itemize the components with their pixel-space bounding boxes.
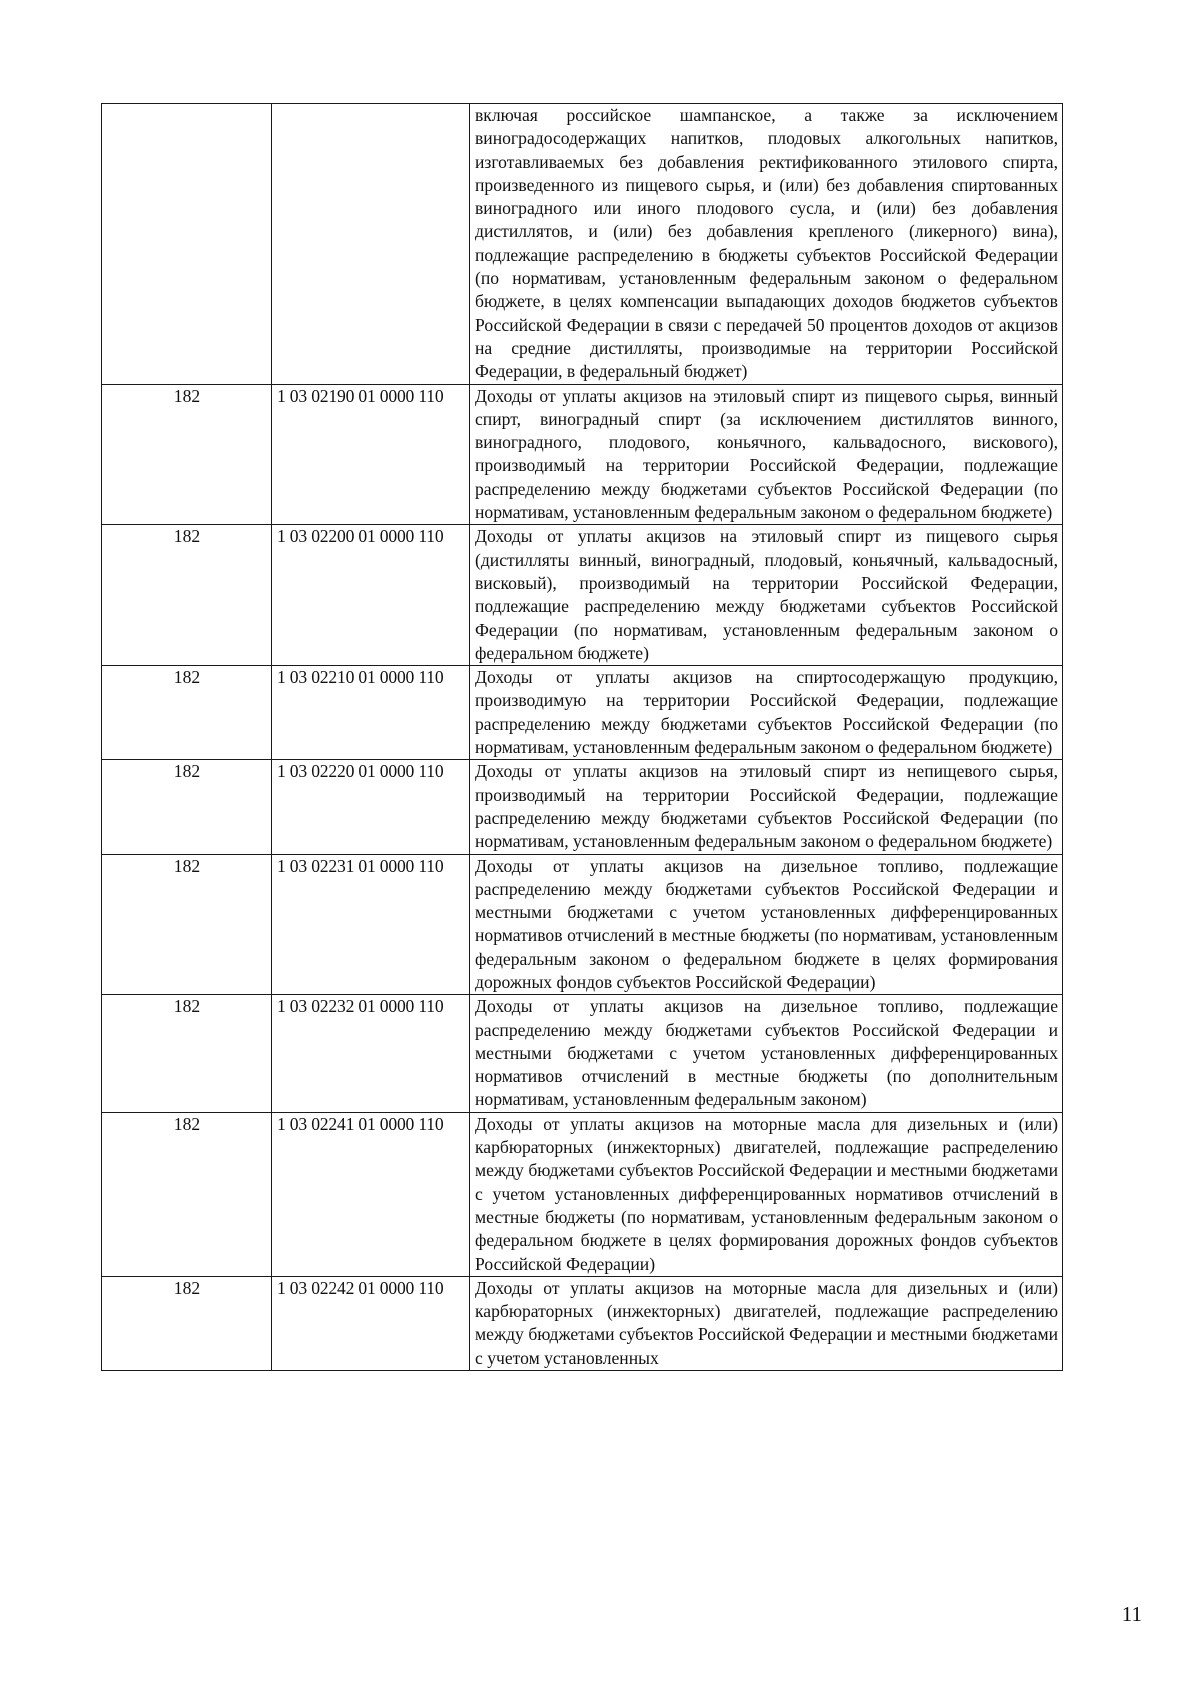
table-row bbox=[102, 1276, 1063, 1370]
admin-code-cell: 182 bbox=[102, 525, 272, 666]
income-name-cell: Доходы от уплаты акцизов на моторные масла для дизельных и (или) карбюраторных (инжекторных) двигателей, подлежащие распределению между бюджетами субъектов Российской Федерации и местными бюджетами с учетом установленных дифференцированных нормативов отчислений в местные бюджеты (по нормативам, установленным федеральным законом о федеральном бюджете в целях формирования дорожных фондов субъектов Российской Федерации) bbox=[470, 1112, 1063, 1276]
income-name-cell: Доходы от уплаты акцизов на этиловый спирт из пищевого сырья (дистилляты винный, виноградный, плодовый, коньячный, кальвадосный, висковый), производимый на территории Российской Федерации, подлежащие распределению между бюджетами субъектов Российской Федерации (по нормативам, установленным федеральным законом о федеральном бюджете) bbox=[470, 525, 1063, 666]
admin-code-cell: 182 bbox=[102, 666, 272, 760]
admin-code-cell: 182 bbox=[102, 384, 272, 525]
income-name-cell: Доходы от уплаты акцизов на моторные масла для дизельных и (или) карбюраторных (инжекторных) двигателей, подлежащие распределению между бюджетами субъектов Российской Федерации и местными бюджетами с учетом установленных bbox=[470, 1276, 1063, 1370]
budget-code-cell: 1 03 02220 01 0000 110 bbox=[272, 760, 470, 854]
admin-code-cell: 182 bbox=[102, 854, 272, 995]
table-row bbox=[102, 525, 1063, 666]
budget-code-cell: 1 03 02190 01 0000 110 bbox=[272, 384, 470, 525]
table-body bbox=[102, 104, 1063, 1371]
revenue-codes-table bbox=[101, 103, 1063, 1371]
table-row bbox=[102, 995, 1063, 1112]
income-name-cell: включая российское шампанское, а также за исключением виноградосодержащих напитков, плодовых алкогольных напитков, изготавливаемых без добавления ректификованного этилового спирта, произведенного из пищевого сырья, и (или) без добавления спиртованных виноградного или иного плодового сусла, и (или) без добавления дистиллятов, и (или) без добавления крепленого (ликерного) вина), подлежащие распределению в бюджеты субъектов Российской Федерации (по нормативам, установленным федеральным законом о федеральном бюджете, в целях компенсации выпадающих доходов бюджетов субъектов Российской Федерации в связи с передачей 50 процентов доходов от акцизов на средние дистилляты, производимые на территории Российской Федерации, в федеральный бюджет) bbox=[470, 104, 1063, 385]
table-row bbox=[102, 760, 1063, 854]
income-name-cell: Доходы от уплаты акцизов на этиловый спирт из непищевого сырья, производимый на территории Российской Федерации, подлежащие распределению между бюджетами субъектов Российской Федерации (по нормативам, установленным федеральным законом о федеральном бюджете) bbox=[470, 760, 1063, 854]
budget-code-cell: 1 03 02210 01 0000 110 bbox=[272, 666, 470, 760]
income-name-cell: Доходы от уплаты акцизов на этиловый спирт из пищевого сырья, винный спирт, виноградный спирт (за исключением дистиллятов винного, виноградного, плодового, коньячного, кальвадосного, вискового), производимый на территории Российской Федерации, подлежащие распределению между бюджетами субъектов Российской Федерации (по нормативам, установленным федеральным законом о федеральном бюджете) bbox=[470, 384, 1063, 525]
table-row bbox=[102, 666, 1063, 760]
income-name-cell: Доходы от уплаты акцизов на спиртосодержащую продукцию, производимую на территории Российской Федерации, подлежащие распределению между бюджетами субъектов Российской Федерации (по нормативам, установленным федеральным законом о федеральном бюджете) bbox=[470, 666, 1063, 760]
table-row bbox=[102, 384, 1063, 525]
table-row bbox=[102, 104, 1063, 385]
budget-code-cell: 1 03 02200 01 0000 110 bbox=[272, 525, 470, 666]
table-row bbox=[102, 854, 1063, 995]
budget-code-cell: 1 03 02232 01 0000 110 bbox=[272, 995, 470, 1112]
budget-code-cell: 1 03 02242 01 0000 110 bbox=[272, 1276, 470, 1370]
admin-code-cell: 182 bbox=[102, 760, 272, 854]
page-number: 11 bbox=[1121, 1602, 1142, 1626]
income-name-cell: Доходы от уплаты акцизов на дизельное топливо, подлежащие распределению между бюджетами субъектов Российской Федерации и местными бюджетами с учетом установленных дифференцированных нормативов отчислений в местные бюджеты (по нормативам, установленным федеральным законом о федеральном бюджете в целях формирования дорожных фондов субъектов Российской Федерации) bbox=[470, 854, 1063, 995]
admin-code-cell: 182 bbox=[102, 1276, 272, 1370]
income-name-cell: Доходы от уплаты акцизов на дизельное топливо, подлежащие распределению между бюджетами субъектов Российской Федерации и местными бюджетами с учетом установленных дифференцированных нормативов отчислений в местные бюджеты (по дополнительным нормативам, установленным федеральным законом) bbox=[470, 995, 1063, 1112]
table-row bbox=[102, 1112, 1063, 1276]
admin-code-cell: 182 bbox=[102, 995, 272, 1112]
budget-code-cell bbox=[272, 104, 470, 385]
admin-code-cell bbox=[102, 104, 272, 385]
budget-code-cell: 1 03 02241 01 0000 110 bbox=[272, 1112, 470, 1276]
admin-code-cell: 182 bbox=[102, 1112, 272, 1276]
budget-code-cell: 1 03 02231 01 0000 110 bbox=[272, 854, 470, 995]
